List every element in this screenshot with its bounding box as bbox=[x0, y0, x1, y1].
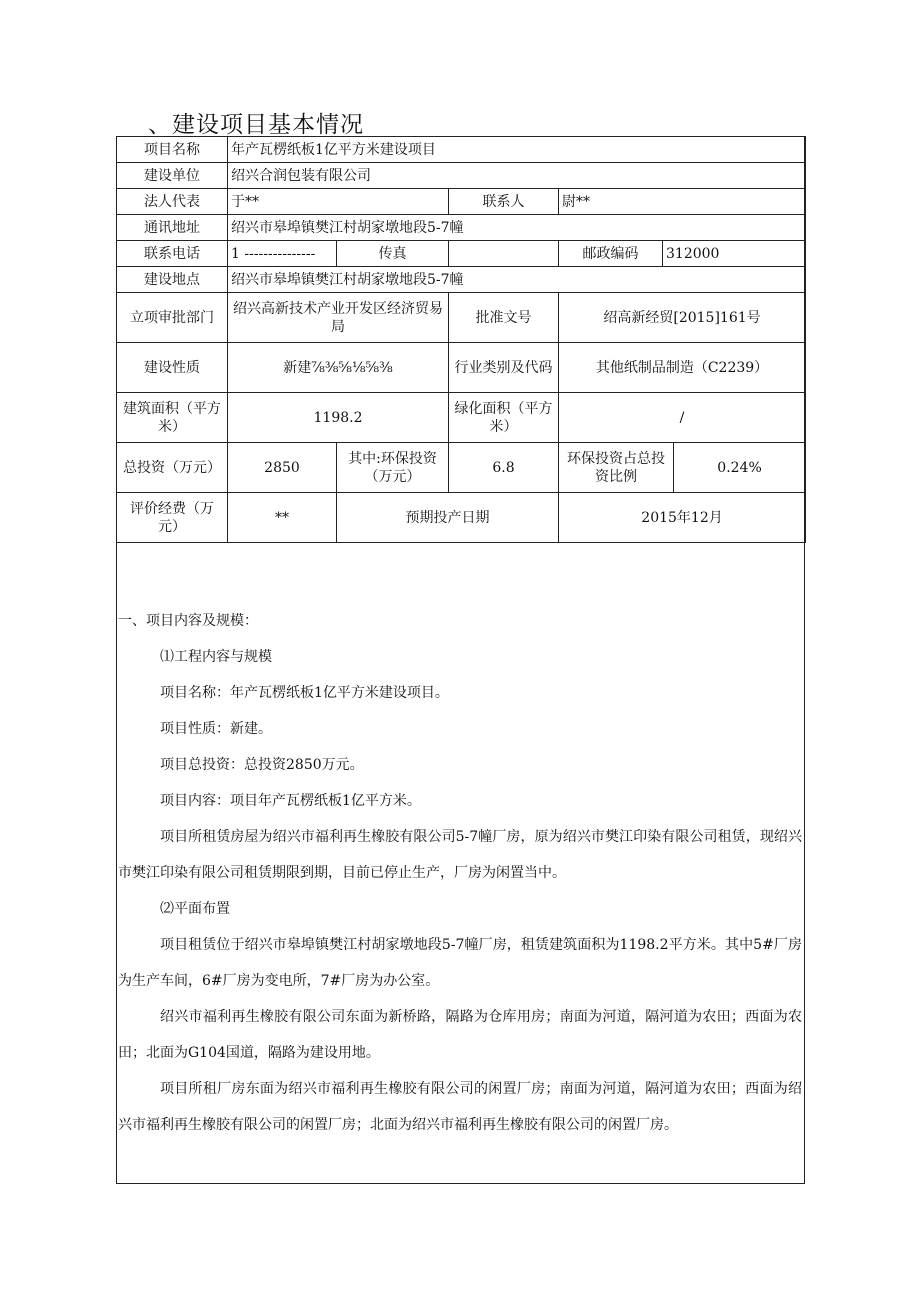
fax-label: 传真 bbox=[337, 241, 449, 267]
table-row bbox=[117, 393, 806, 443]
industry-value: 其他纸制品制造（C2239） bbox=[559, 343, 806, 393]
nature-label: 建设性质 bbox=[117, 343, 228, 393]
project-name-value: 年产瓦楞纸板1亿平方米建设项目 bbox=[228, 137, 806, 163]
section-heading: 一、项目内容及规模： bbox=[118, 613, 258, 629]
subsection-heading: ⑴工程内容与规模 bbox=[160, 649, 272, 665]
paragraph: 项目所租厂房东面为绍兴市福利再生橡胶有限公司的闲置厂房；南面为河道，隔河道为农田；西面为绍兴市福利再生橡胶有限公司的闲置厂房；北面为绍兴市福利再生橡胶有限公司的闲置厂房。 bbox=[118, 1081, 802, 1133]
phone-value: 1 --------------- bbox=[228, 241, 337, 267]
site-label: 建设地点 bbox=[117, 267, 228, 293]
page-title: 、建设项目基本情况 bbox=[148, 112, 364, 138]
floor-area-label: 建筑面积（平方米） bbox=[117, 393, 228, 443]
table-row bbox=[117, 215, 806, 241]
paragraph: 项目总投资：总投资2850万元。 bbox=[160, 757, 364, 773]
paragraph: 项目租赁位于绍兴市皋埠镇樊江村胡家墩地段5-7幢厂房，租赁建筑面积为1198.2平方米。其中5#厂房为生产车间，6#厂房为变电所，7#厂房为办公室。 bbox=[118, 937, 802, 989]
approval-dept-label: 立项审批部门 bbox=[117, 293, 228, 343]
table-row bbox=[117, 267, 806, 293]
project-info-table bbox=[116, 136, 806, 543]
eval-fee-value: ** bbox=[228, 493, 337, 543]
paragraph: 项目名称：年产瓦楞纸板1亿平方米建设项目。 bbox=[160, 685, 449, 701]
industry-label: 行业类别及代码 bbox=[449, 343, 559, 393]
approval-no-label: 批准文号 bbox=[449, 293, 559, 343]
green-area-value: / bbox=[559, 393, 806, 443]
investment-label: 总投资（万元） bbox=[117, 443, 228, 493]
env-invest-label: 其中:环保投资（万元） bbox=[337, 443, 449, 493]
table-row bbox=[117, 493, 806, 543]
table-row bbox=[117, 189, 806, 215]
builder-value: 绍兴合润包装有限公司 bbox=[228, 163, 806, 189]
table-row bbox=[117, 343, 806, 393]
table-row bbox=[117, 293, 806, 343]
legal-rep-label: 法人代表 bbox=[117, 189, 228, 215]
env-ratio-value: 0.24% bbox=[674, 443, 806, 493]
eval-fee-label: 评价经费（万元） bbox=[117, 493, 228, 543]
table-row bbox=[117, 137, 806, 163]
contact-value: 尉** bbox=[559, 189, 806, 215]
floor-area-value: 1198.2 bbox=[228, 393, 449, 443]
paragraph: 绍兴市福利再生橡胶有限公司东面为新桥路，隔路为仓库用房；南面为河道，隔河道为农田；西面为农田；北面为G104国道，隔路为建设用地。 bbox=[118, 1009, 802, 1061]
contact-label: 联系人 bbox=[449, 189, 559, 215]
legal-rep-value: 于** bbox=[228, 189, 449, 215]
address-value: 绍兴市皋埠镇樊江村胡家墩地段5-7幢 bbox=[228, 215, 806, 241]
subsection-heading: ⑵平面布置 bbox=[160, 901, 230, 917]
address-label: 通讯地址 bbox=[117, 215, 228, 241]
approval-dept-value: 绍兴高新技术产业开发区经济贸易局 bbox=[228, 293, 449, 343]
prod-date-label: 预期投产日期 bbox=[337, 493, 559, 543]
nature-value: 新建⅞⅜⅝⅛⅝⅜ bbox=[228, 343, 449, 393]
fax-value bbox=[449, 241, 559, 267]
table-row bbox=[117, 443, 806, 493]
paragraph: 项目所租赁房屋为绍兴市福利再生橡胶有限公司5-7幢厂房，原为绍兴市樊江印染有限公司租赁，现绍兴市樊江印染有限公司租赁期限到期，目前已停止生产，厂房为闲置当中。 bbox=[118, 829, 802, 881]
site-value: 绍兴市皋埠镇樊江村胡家墩地段5-7幢 bbox=[228, 267, 806, 293]
approval-no-value: 绍高新经贸[2015]161号 bbox=[559, 293, 806, 343]
env-invest-value: 6.8 bbox=[449, 443, 559, 493]
table-row bbox=[117, 163, 806, 189]
project-name-label: 项目名称 bbox=[117, 137, 228, 163]
green-area-label: 绿化面积（平方米） bbox=[449, 393, 559, 443]
env-ratio-label: 环保投资占总投资比例 bbox=[559, 443, 674, 493]
postcode-value: 312000 bbox=[663, 241, 806, 267]
table-row bbox=[117, 241, 806, 267]
paragraph: 项目内容：项目年产瓦楞纸板1亿平方米。 bbox=[160, 793, 421, 809]
builder-label: 建设单位 bbox=[117, 163, 228, 189]
project-content-section bbox=[118, 603, 802, 1143]
postcode-label: 邮政编码 bbox=[559, 241, 663, 267]
paragraph: 项目性质：新建。 bbox=[160, 721, 272, 737]
investment-value: 2850 bbox=[228, 443, 337, 493]
prod-date-value: 2015年12月 bbox=[559, 493, 806, 543]
phone-label: 联系电话 bbox=[117, 241, 228, 267]
